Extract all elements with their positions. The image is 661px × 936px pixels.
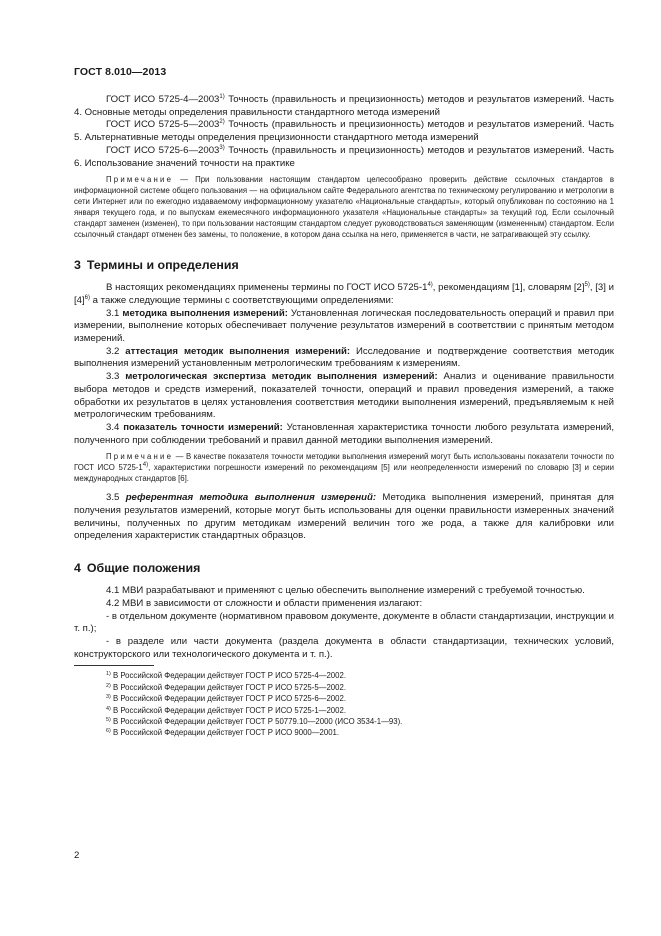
footnote-divider (74, 665, 154, 666)
page-content (74, 94, 614, 739)
footnote (74, 670, 614, 681)
term-number: 3.4 (106, 421, 120, 433)
intro-text: , рекомендациям [1], словарям [2] (432, 282, 585, 294)
term-definition: Установленная характеристика точности любого результата измерений, полученного при соблюдении требований и правил данной методики выполнения измерений. (74, 421, 614, 446)
term-3-4 (74, 422, 614, 447)
note-text: — При пользовании настоящим стандартом целесообразно проверить действие ссылочных стандартов в информационной системе общего пользования — на официальном сайте Федерального агентства по техническому регулированию и метрологии в сети Интернет или по ежегодно издаваемому информационному указателю «Национальные стандарты», который опубликован по состоянию на 1 января текущего года, и по выпускам ежемесячного информационного указателя «Национальные стандарты» за текущий год. Если ссылочный стандарт заменен (изменен), то при пользовании настоящим стандартом следует руководствоваться заменяющим (измененным) стандартом. Если ссылочный стандарт отменен без замены, то положение, в котором дана ссылка на него, применяется в части, не затрагивающей эту ссылку. (74, 175, 614, 240)
note-label: Примечание (106, 175, 174, 185)
term-3-3 (74, 371, 614, 422)
term-number: 3.1 (106, 307, 120, 319)
term-3-5 (74, 492, 614, 543)
term-number: 3.5 (106, 492, 120, 504)
note-label: Примечание (106, 452, 174, 462)
term-3-2 (74, 346, 614, 371)
reference-title: Точность (правильность и прецизионность) методов и результатов измерений. Часть 4. Основные методы определения правильности стандартного метода измерений (74, 94, 614, 118)
footnote-mark: 4) (142, 462, 149, 469)
footnote-text: В Российской Федерации действует ГОСТ Р ИСО 5725-4—2002. (110, 671, 346, 681)
page-number: 2 (74, 850, 80, 861)
intro-text: , [3] и [4] (74, 282, 614, 306)
footnote-mark: 2) (219, 119, 225, 126)
intro-text: а также следующие термины с соответствующими определениями: (90, 294, 394, 306)
footnote (74, 693, 614, 704)
term-name: референтная методика выполнения измерений: (125, 492, 377, 504)
footnote-text: В Российской Федерации действует ГОСТ Р ИСО 5725-5—2002. (110, 682, 346, 692)
document-header: ГОСТ 8.010—2013 (74, 66, 167, 78)
section-number: 4 (74, 561, 81, 576)
term-name: показатель точности измерений: (123, 421, 283, 433)
footnote-text: В Российской Федерации действует ГОСТ Р 50779.10—2000 (ИСО 3534-1—93). (110, 717, 403, 727)
term-3-1 (74, 308, 614, 346)
footnote-mark: 4) (427, 282, 433, 289)
note-text: — В качестве показателя точности методики выполнения измерений могут быть использованы показатели точности по ГОСТ ИСО 5725-1 (74, 452, 614, 473)
clause-4-1: 4.1 МВИ разрабатывают и применяют с целью обеспечить выполнение измерений с требуемой точностью. (106, 585, 585, 597)
note-accuracy (74, 451, 614, 484)
footnote-text: В Российской Федерации действует ГОСТ Р ИСО 9000—2001. (110, 728, 340, 738)
footnote-mark: 1) (219, 94, 225, 100)
list-item: - в разделе или части документа (раздела документа в области стандартизации, технических условий, конструкторского или технологического документа и т. п.). (74, 635, 614, 660)
term-number: 3.3 (106, 371, 120, 383)
term-number: 3.2 (106, 345, 120, 357)
note-text: , характеристики погрешности измерений по рекомендациям [5] или неопределенности измерений по словарю [3] и серии международных стандартов [6]. (74, 463, 614, 484)
footnote-mark: 4) (106, 705, 111, 712)
reference-code: ГОСТ ИСО 5725-4—2003 (106, 94, 220, 105)
term-definition: Исследование и подтверждение соответствия методик выполнения измерений установленным метрологическим требованиям к измерениям. (74, 345, 614, 370)
section-title: Общие положения (86, 561, 201, 576)
section-3-heading (74, 258, 614, 272)
footnote-mark: 6) (106, 728, 111, 735)
term-name: метрологическая экспертиза методик выполнения измерений: (125, 371, 438, 383)
note-references (74, 174, 614, 240)
reference-entry (74, 119, 614, 144)
footnote (74, 705, 614, 716)
footnote-mark: 5) (106, 717, 111, 724)
intro-text: В настоящих рекомендациях применены термины по ГОСТ ИСО 5725-1 (106, 282, 428, 294)
section-4-heading (74, 561, 614, 575)
reference-code: ГОСТ ИСО 5725-5—2003 (106, 119, 220, 131)
list-item: - в отдельном документе (нормативном правовом документе, документе в области стандартизации, инструкции и т. п.); (74, 610, 614, 635)
reference-title: Точность (правильность и прецизионность) методов и результатов измерений. Часть 6. Использование значений точности на практике (74, 144, 614, 169)
reference-entry (74, 94, 614, 119)
footnote-mark: 5) (584, 282, 590, 289)
footnote-mark: 1) (106, 671, 111, 678)
reference-entry (74, 145, 614, 170)
footnote-text: В Российской Федерации действует ГОСТ Р ИСО 5725-6—2002. (110, 694, 346, 704)
footnote (74, 716, 614, 727)
footnote-mark: 3) (219, 144, 225, 151)
term-name: методика выполнения измерений: (122, 307, 288, 319)
reference-code: ГОСТ ИСО 5725-6—2003 (106, 144, 220, 156)
term-definition: Методика выполнения измерений, принятая для получения результатов измерений, которые могут быть использованы для оценки правильности измеренных значений величины, полученных по другим методикам измерений величин того же рода, а также для калибровки или определения характеристик стандартных образцов. (74, 492, 614, 542)
section-number: 3 (74, 258, 81, 273)
section-3-intro (74, 282, 614, 307)
footnotes (74, 670, 614, 738)
footnote-mark: 2) (106, 682, 111, 689)
footnote (74, 682, 614, 693)
term-definition: Установленная логическая последовательность операций и правил при измерении, выполнение которых обеспечивает получение результатов измерений в соответствии с принятым методом измерений. (74, 307, 614, 345)
footnote-text: В Российской Федерации действует ГОСТ Р ИСО 5725-1—2002. (110, 705, 346, 715)
section-title: Термины и определения (86, 258, 239, 273)
clause-4-2: 4.2 МВИ в зависимости от сложности и области применения излагают: (106, 597, 423, 609)
footnote-mark: 3) (106, 694, 111, 701)
term-name: аттестация методик выполнения измерений: (125, 345, 351, 357)
reference-title: Точность (правильность и прецизионность) методов и результатов измерений. Часть 5. Альтернативные методы определения прецизионности стандартного метода измерений (74, 119, 614, 144)
footnote (74, 727, 614, 738)
footnote-mark: 6) (84, 294, 91, 301)
term-definition: Анализ и оценивание правильности выбора методов и средств измерений, показателей точности, операций и правил проведения измерений, а также обработки их результатов в целях установления соответствия методики выполнения измерений, предъявляемым к ней метрологическим требованиям. (74, 371, 615, 421)
